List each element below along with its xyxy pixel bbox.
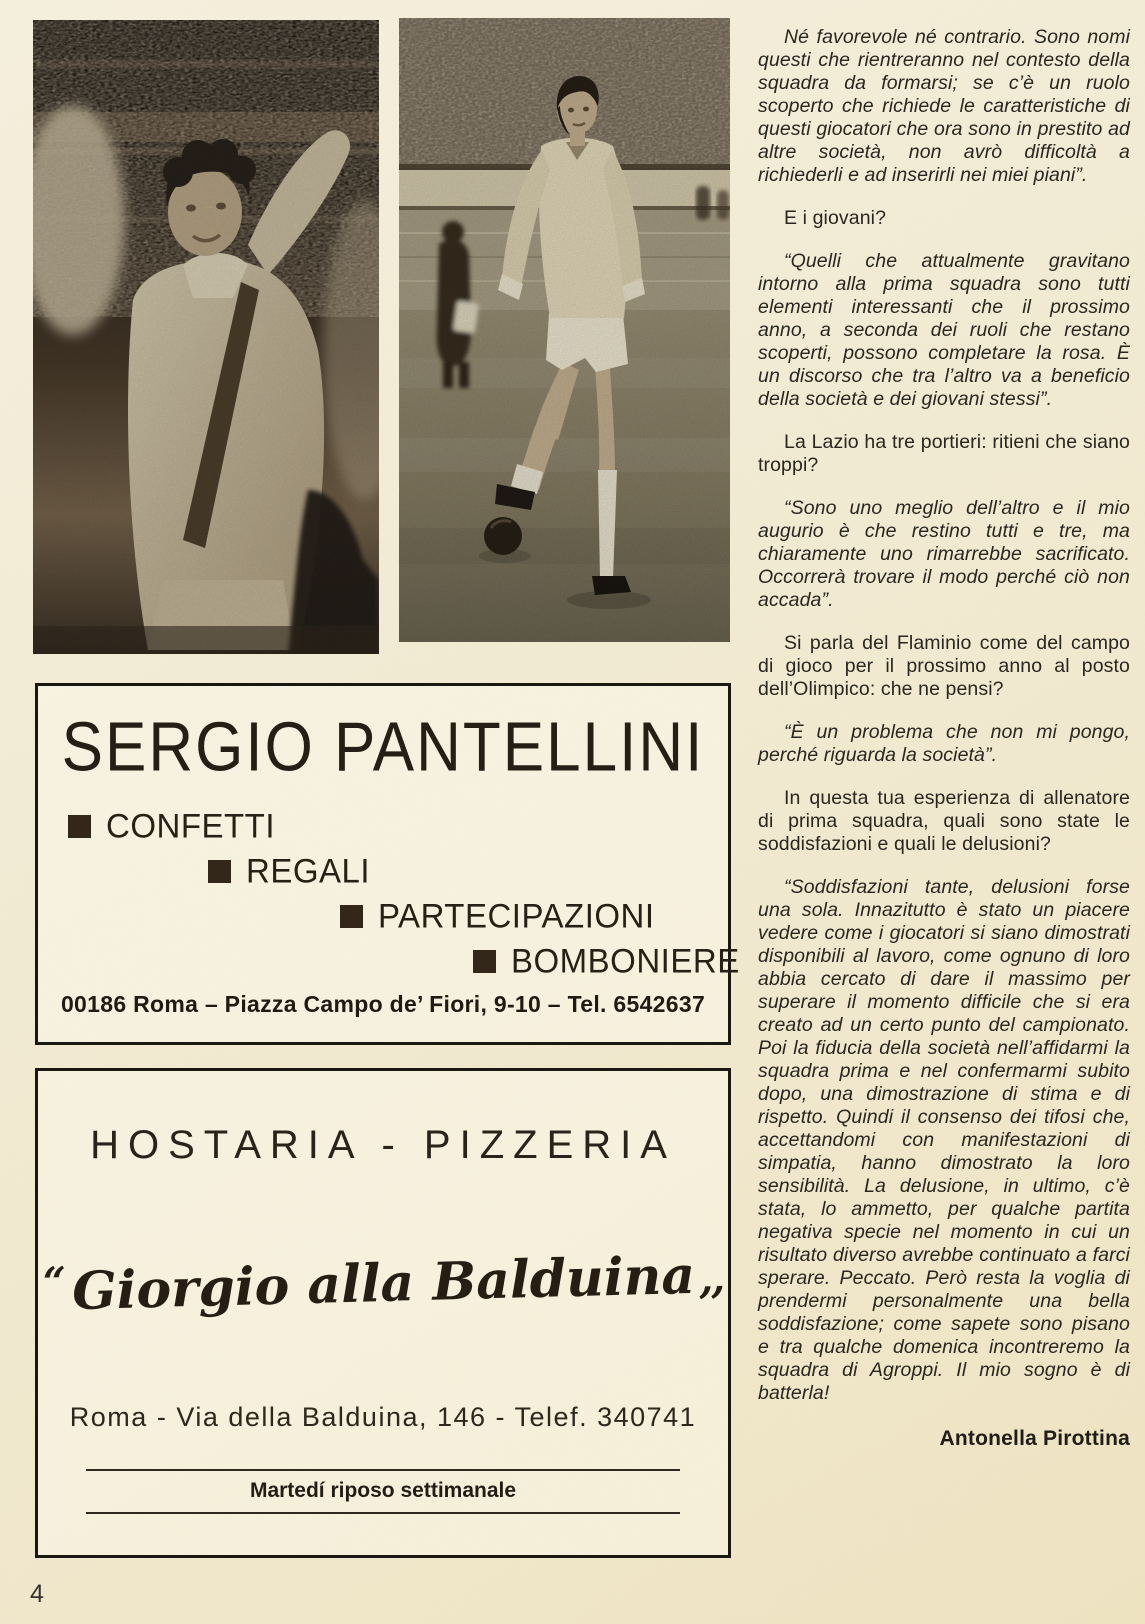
restaurant-name-script: [37, 1241, 728, 1323]
article-paragraph-answer: “Soddisfazioni tante, delusioni forse una sola. Innazitutto è stato un piacere vedere come i giocatori si siano dimostrati disponibili al lavoro, come ognuno di loro abbia cercato di dare il massimo per superare il momento difficile che si era creato ad un certo punto del campionato. Poi la fiducia della società nell’affidarmi la squadra prima e nel confermarmi subito dopo, una dimostrazione di stima e di rispetto. Quindi il consenso dei tifosi che, accettandomi con manifestazioni di simpatia, hanno dimostrato la loro sensibilità. La delusione, in ultimo, c’è stata, lo ammetto, per qualche partita negativa specie nel momento in cui un risultato diverso avrebbe continuato a farci sperare. Peccato. Però resta la voglia di prendermi personalmente una bella soddisfazione; come sapete sono pisano e tra qualche domenica incontreremo la squadra di Agroppi. Il mio sogno è di batterla!: [758, 876, 1130, 1404]
ad-item-label: CONFETTI: [106, 806, 275, 845]
article-paragraph-question: Si parla del Flaminio come del campo di gioco per il prossimo anno al posto dell’Olimpico: che ne pensi?: [758, 632, 1130, 700]
pantellini-ad: [35, 683, 740, 1045]
page-number: 4: [30, 1580, 44, 1608]
article-paragraph-question: La Lazio ha tre portieri: ritieni che siano troppi?: [758, 431, 1130, 476]
pantellini-ad-title: SERGIO PANTELLINI: [61, 709, 705, 787]
pantellini-items: [68, 806, 740, 980]
article-paragraph-answer: “Sono uno meglio dell’altro e il mio augurio è che restino tutti e tre, ma chiaramente uno rimarrebbe sacrificato. Occorrerà trovare il modo perché ciò non accada”.: [758, 497, 1130, 611]
ad-item-label: PARTECIPAZIONI: [378, 896, 655, 935]
weekly-closing-note: [86, 1469, 679, 1514]
restaurant-name: Giorgio alla Balduina: [71, 1244, 696, 1323]
square-bullet-icon: [340, 905, 363, 928]
square-bullet-icon: [208, 860, 231, 883]
ad-item: [68, 806, 728, 845]
ad-item-label: BOMBONIERE: [511, 941, 740, 980]
close-quote-mark: ,,: [698, 1255, 724, 1303]
square-bullet-icon: [473, 950, 496, 973]
pantellini-ad-address: 00186 Roma – Piazza Campo de’ Fiori, 9-10 – Tel. 6542637: [60, 991, 706, 1017]
ad-item: [68, 851, 728, 890]
closing-note-text: Martedí riposo settimanale: [249, 1479, 517, 1502]
article-paragraph-answer: “Quelli che attualmente gravitano intorno alla prima squadra sono tutti elementi interessanti che il prossimo anno, a seconda dei ruoli che restano scoperti, possono completare la rosa. È un discorso che tra l’altro va a beneficio della società e dei giovani stessi”.: [758, 250, 1130, 410]
hostaria-ad: [35, 1068, 731, 1558]
open-quote-mark: “: [42, 1258, 67, 1306]
ad-item: [68, 941, 740, 980]
article-paragraph-question: E i giovani?: [784, 207, 887, 229]
ad-item-label: REGALI: [246, 851, 371, 890]
square-bullet-icon: [68, 815, 91, 838]
article-paragraph-answer: “È un problema che non mi pongo, perché riguarda la società”.: [758, 721, 1130, 766]
article-paragraph-question: In questa tua esperienza di allenatore di prima squadra, quali sono state le soddisfazioni e quali le delusioni?: [758, 787, 1130, 855]
hostaria-ad-address: Roma - Via della Balduina, 146 - Telef. 340741: [69, 1402, 697, 1432]
interview-article: [758, 26, 1130, 1450]
article-byline: Antonella Pirottina: [939, 1427, 1130, 1450]
article-paragraph-answer: Né favorevole né contrario. Sono nomi questi che rientreranno nel contesto della squadra da formarsi; se c’è un ruolo scoperto che richiede le caratteristiche di questi giocatori che ora sono in prestito ad altre società, non avrò difficoltà a richiederli e ad inserirli nei miei piani”.: [758, 26, 1130, 186]
ad-item: [68, 896, 728, 935]
coach-photo: [33, 20, 379, 654]
player-photo: [399, 18, 730, 642]
article-body: [758, 26, 1130, 1405]
hostaria-ad-title: HOSTARIA - PIZZERIA: [90, 1123, 676, 1167]
